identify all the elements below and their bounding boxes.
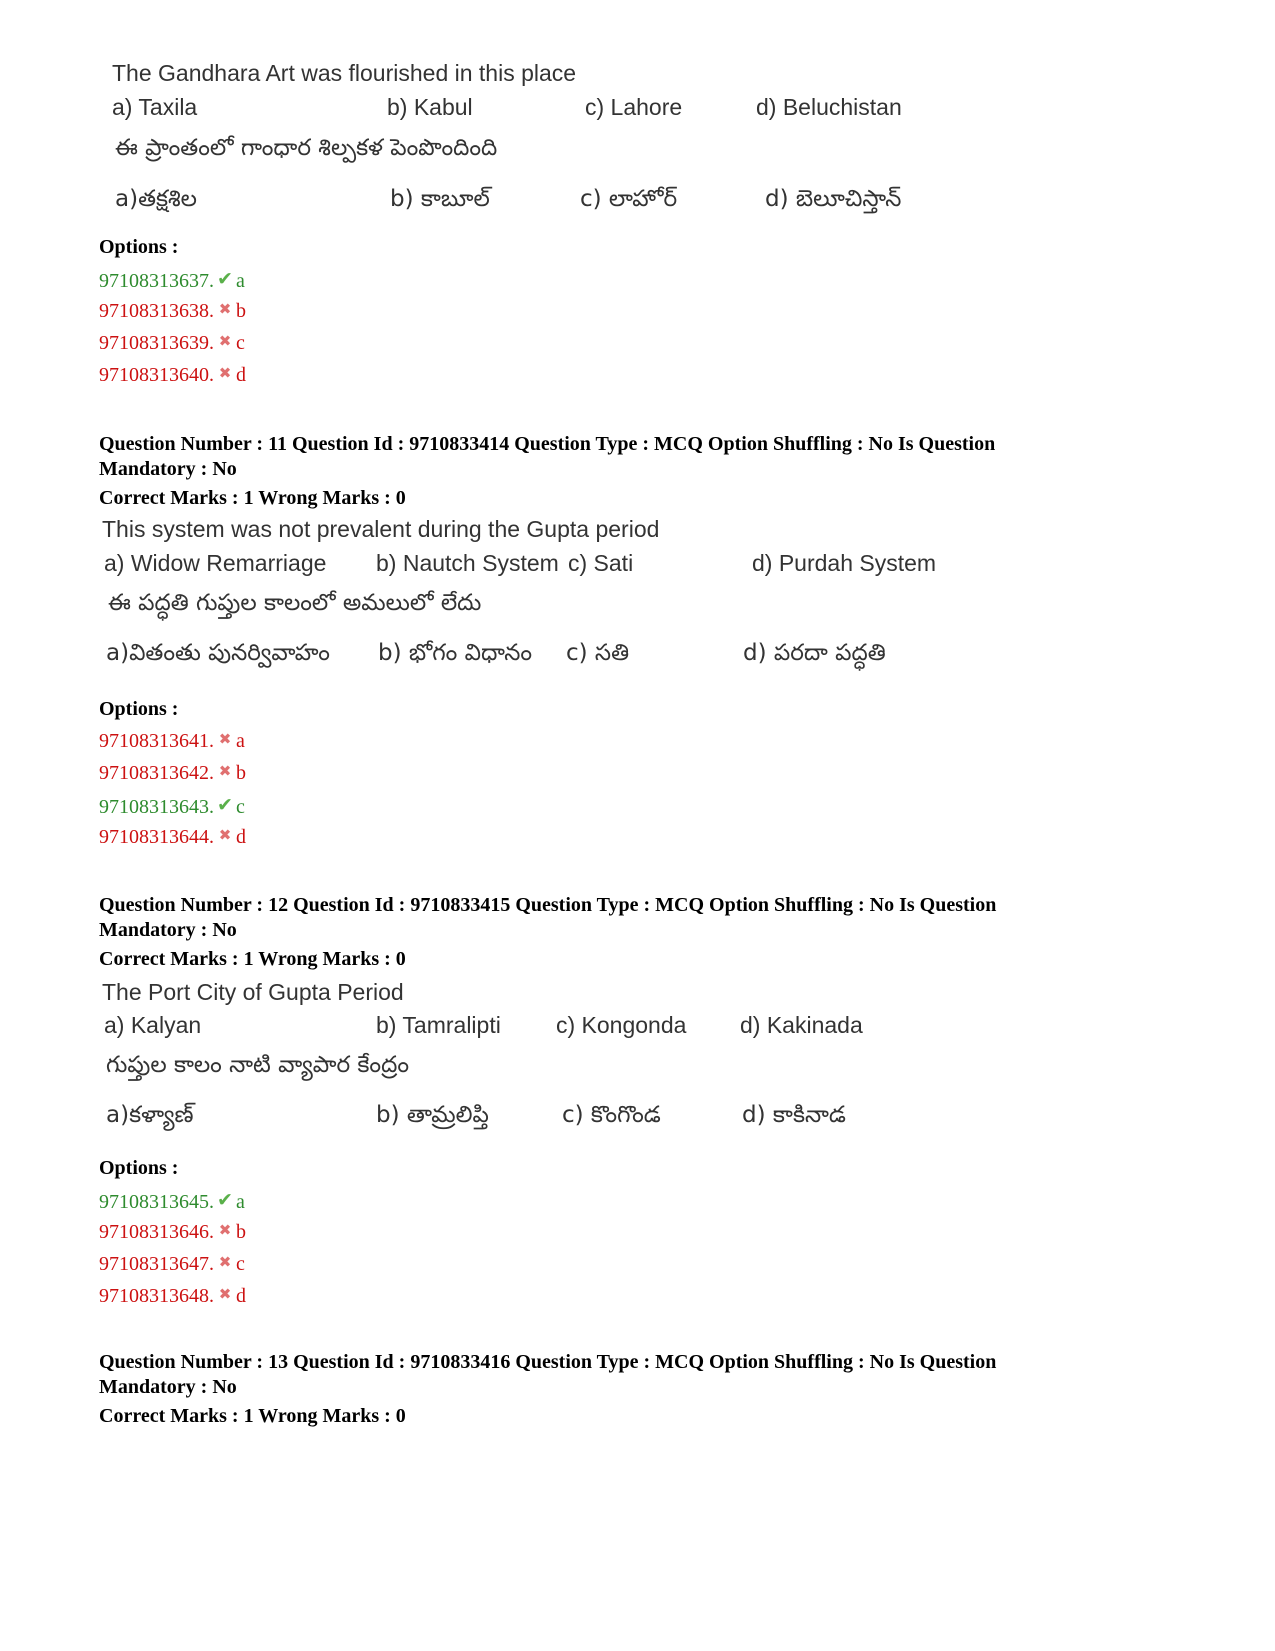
cross-icon: ✖ xyxy=(218,364,232,382)
option-letter: b xyxy=(236,300,246,322)
q10-option-row xyxy=(99,332,245,355)
q12-en-option-b: b) Tamralipti xyxy=(376,1012,501,1038)
cross-icon: ✖ xyxy=(218,1253,232,1271)
option-id: 97108313638. xyxy=(99,300,214,322)
option-letter: a xyxy=(236,270,245,292)
q11-en-option-c: c) Sati xyxy=(568,550,634,576)
q11-header-line2: Mandatory : No xyxy=(99,458,237,480)
option-id: 97108313646. xyxy=(99,1221,214,1243)
q11-en-question: This system was not prevalent during the Gupta period xyxy=(102,516,660,542)
option-id: 97108313641. xyxy=(99,730,214,752)
option-letter: a xyxy=(236,730,245,752)
cross-icon: ✖ xyxy=(218,1221,232,1239)
option-letter: d xyxy=(236,1285,246,1307)
q10-option-row xyxy=(99,300,246,323)
cross-icon: ✖ xyxy=(218,332,232,350)
cross-icon: ✖ xyxy=(218,300,232,318)
q13-header-line2: Mandatory : No xyxy=(99,1376,237,1398)
q12-en-option-c: c) Kongonda xyxy=(556,1012,687,1038)
option-id: 97108313647. xyxy=(99,1253,214,1275)
cross-icon: ✖ xyxy=(218,1285,232,1303)
q13-header-line1: Question Number : 13 Question Id : 9710833416 Question Type : MCQ Option Shuffling : No Is Question xyxy=(99,1351,997,1373)
q12-en-option-d: d) Kakinada xyxy=(740,1012,863,1038)
q10-te-option-c: c) లాహోర్ xyxy=(580,186,678,212)
option-id: 97108313648. xyxy=(99,1285,214,1307)
option-letter: c xyxy=(236,1253,245,1275)
q12-header-line1: Question Number : 12 Question Id : 9710833415 Question Type : MCQ Option Shuffling : No Is Question xyxy=(99,894,997,916)
option-letter: c xyxy=(236,332,245,354)
cross-icon: ✖ xyxy=(218,826,232,844)
q12-te-option-a: a)కళ్యాణ్ xyxy=(106,1102,194,1128)
option-letter: c xyxy=(236,796,245,818)
q12-marks: Correct Marks : 1 Wrong Marks : 0 xyxy=(99,948,406,970)
q11-en-option-b: b) Nautch System xyxy=(376,550,559,576)
q10-en-option-b: b) Kabul xyxy=(387,94,473,120)
cross-icon: ✖ xyxy=(218,730,232,748)
q12-en-question: The Port City of Gupta Period xyxy=(102,979,404,1005)
option-id: 97108313644. xyxy=(99,826,214,848)
q12-header xyxy=(99,893,996,943)
q11-header-line1: Question Number : 11 Question Id : 9710833414 Question Type : MCQ Option Shuffling : No Is Question xyxy=(99,433,996,455)
q10-en-option-a: a) Taxila xyxy=(112,94,198,120)
q10-en-question: The Gandhara Art was flourished in this place xyxy=(112,60,577,86)
q12-option-row xyxy=(99,1221,246,1244)
option-id: 97108313639. xyxy=(99,332,214,354)
check-icon: ✔ xyxy=(217,1189,233,1211)
q11-option-row xyxy=(99,794,245,819)
q10-te-option-d: d) బెలూచిస్తాన్ xyxy=(765,186,902,212)
q12-header-line2: Mandatory : No xyxy=(99,919,237,941)
option-letter: a xyxy=(236,1191,245,1213)
q10-te-question: ఈ ప్రాంతంలో గాంధార శిల్పకళ పెంపొందింది xyxy=(115,135,498,161)
q12-te-option-c: c) కొంగొండ xyxy=(562,1102,661,1128)
q11-option-row xyxy=(99,730,245,753)
cross-icon: ✖ xyxy=(218,762,232,780)
q11-header xyxy=(99,432,995,482)
q10-en-option-c: c) Lahore xyxy=(585,94,683,120)
q12-te-question: గుప్తుల కాలం నాటి వ్యాపార కేంద్రం xyxy=(106,1052,409,1078)
q11-options-label: Options : xyxy=(99,698,179,720)
q10-options-label: Options : xyxy=(99,236,179,258)
q11-en-option-d: d) Purdah System xyxy=(752,550,937,576)
q10-option-row xyxy=(99,268,245,293)
q12-te-option-b: b) తామ్రలిప్తి xyxy=(376,1102,489,1128)
q11-te-option-a: a)వితంతు పునర్వివాహం xyxy=(106,640,330,666)
q10-te-option-b: b) కాబూల్ xyxy=(390,186,490,212)
q12-option-row xyxy=(99,1253,245,1276)
q10-option-row xyxy=(99,364,246,387)
q11-option-row xyxy=(99,762,246,785)
q12-option-row xyxy=(99,1189,245,1214)
q11-en-option-a: a) Widow Remarriage xyxy=(104,550,327,576)
option-id: 97108313637. xyxy=(99,270,214,292)
q12-option-row xyxy=(99,1285,246,1308)
option-letter: d xyxy=(236,826,246,848)
option-id: 97108313643. xyxy=(99,796,214,818)
q13-marks: Correct Marks : 1 Wrong Marks : 0 xyxy=(99,1405,406,1427)
check-icon: ✔ xyxy=(217,268,233,290)
q12-options-label: Options : xyxy=(99,1157,179,1179)
q10-en-option-d: d) Beluchistan xyxy=(756,94,902,120)
q12-en-option-a: a) Kalyan xyxy=(104,1012,202,1038)
q12-te-option-d: d) కాకినాడ xyxy=(742,1102,846,1128)
check-icon: ✔ xyxy=(217,794,233,816)
option-letter: d xyxy=(236,364,246,386)
option-letter: b xyxy=(236,1221,246,1243)
q11-te-option-d: d) పరదా పద్ధతి xyxy=(743,640,886,666)
option-id: 97108313645. xyxy=(99,1191,214,1213)
option-letter: b xyxy=(236,762,246,784)
q11-option-row xyxy=(99,826,246,849)
option-id: 97108313640. xyxy=(99,364,214,386)
option-id: 97108313642. xyxy=(99,762,214,784)
q13-header xyxy=(99,1350,996,1400)
q11-te-option-b: b) భోగం విధానం xyxy=(378,640,532,666)
q11-te-option-c: c) సతి xyxy=(566,640,630,666)
q10-te-option-a: a)తక్షశిల xyxy=(115,186,197,212)
q11-marks: Correct Marks : 1 Wrong Marks : 0 xyxy=(99,487,406,509)
q11-te-question: ఈ పద్ధతి గుప్తుల కాలంలో అమలులో లేదు xyxy=(108,590,482,616)
